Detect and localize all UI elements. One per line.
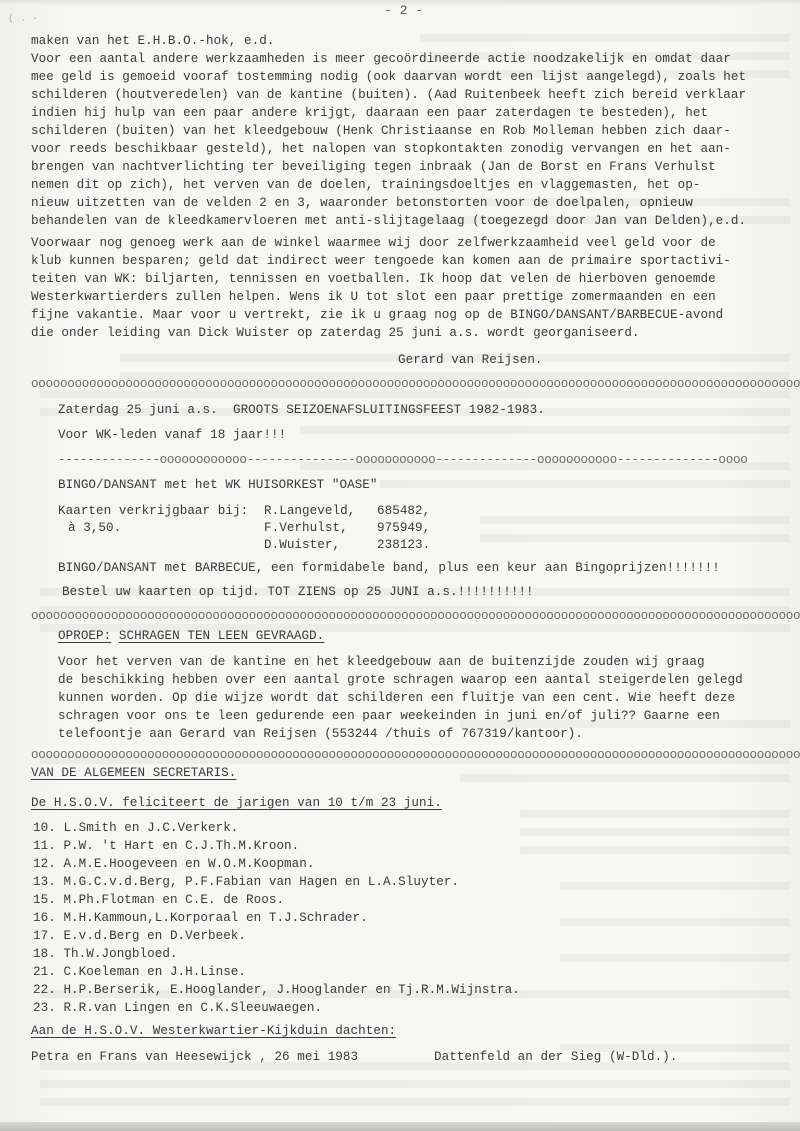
birthday-item (33, 875, 459, 890)
birthday-day: 21. (33, 965, 56, 979)
paper-bottom-edge (0, 1122, 800, 1131)
closing-line: Westerkwartierders zullen helpen. Wens ik U tot slot een paar prettige zomermaanden en een (31, 290, 716, 304)
separator-mixed-row: --------------oooooooooooo---------------ooooooooooo--------------ooooooooooo--------------oooo (58, 453, 748, 467)
birthday-day: 16. (33, 911, 56, 925)
oproep-line: telefoontje aan Gerard van Reijsen (553244 /thuis of 767319/kantoor). (58, 727, 583, 741)
birthday-names: M.Ph.Flotman en C.E. de Roos. (63, 893, 285, 907)
birthday-item (33, 929, 246, 944)
intro-line: indien hij hulp van een paar andere krijgt, daaraan een paar zaterdagen te besteden), het (31, 106, 709, 120)
birthday-item (33, 893, 284, 908)
oproep-title: SCHRAGEN TEN LEEN GEVRAAGD. (118, 629, 325, 643)
page-number: - 2 - (384, 3, 424, 18)
birthday-item (33, 911, 368, 926)
seller-phone: 238123. (377, 538, 431, 552)
event-age-note: Voor WK-leden vanaf 18 jaar!!! (58, 428, 287, 442)
oproep-line: de beschikking hebben over een aantal grote schragen waarop een aantal steigerdelen gelegd (58, 673, 743, 687)
closing-line: klub kunnen besparen; geld dat indirect weer tengoede kan komen aan de primaire sportactivi- (31, 254, 731, 268)
birthday-day: 23. (33, 1001, 56, 1015)
birthday-item (33, 983, 520, 998)
oproep-line: kunnen worden. Op die wijze wordt dat schilderen een fluitje van een cent. Wie heeft deze (58, 691, 736, 705)
birthday-names: M.G.C.v.d.Berg, P.F.Fabian van Hagen en L.A.Sluyter. (63, 875, 460, 889)
seller-name: D.Wuister, (264, 538, 356, 552)
separator-o-row: oooooooooooooooooooooooooooooooooooooooooooooooooooooooooooooooooooooooooooooooooooooooooooooooooooooooooo (31, 377, 800, 391)
birthday-day: 10. (33, 821, 56, 835)
birthday-day: 12. (33, 857, 56, 871)
birthday-names: H.P.Berserik, E.Hooglander, J.Hooglander en Tj.R.M.Wijnstra. (63, 983, 520, 997)
birthday-names: L.Smith en J.C.Verkerk. (63, 821, 239, 835)
birthday-day: 18. (33, 947, 56, 961)
intro-line: maken van het E.H.B.O.-hok, e.d. (31, 34, 275, 48)
intro-line: schilderen (houtveredelen) van de kantine (buiten). (Aad Ruitenbeek heeft zich bereid verklaar (31, 88, 747, 102)
birthday-day: 15. (33, 893, 56, 907)
birthday-names: Th.W.Jongbloed. (63, 947, 178, 961)
signature: Gerard van Reijsen. (398, 353, 543, 367)
birthday-names: C.Koeleman en J.H.Linse. (63, 965, 247, 979)
dachten-from: Petra en Frans van Heesewijck , 26 mei 1983 (31, 1050, 359, 1064)
event-title: Zaterdag 25 juni a.s. GROOTS SEIZOENAFSLUITINGSFEEST 1982-1983. (58, 403, 545, 417)
birthday-names: M.H.Kammoun,L.Korporaal en T.J.Schrader. (63, 911, 368, 925)
birthday-day: 22. (33, 983, 56, 997)
birthday-item (33, 821, 238, 836)
dachten-place: Dattenfeld an der Sieg (W-Dld.). (434, 1050, 678, 1064)
birthday-day: 17. (33, 929, 56, 943)
bingo-barbecue-line: BINGO/DANSANT met BARBECUE, een formidabele band, plus een keur aan Bingoprijzen!!!!!!! (58, 561, 720, 575)
intro-line: voor reeds beschikbaar gesteld), het nalopen van stopkontakten zonodig vervangen en het aan- (31, 142, 731, 156)
corner-mark: ( . - (8, 14, 39, 25)
birthday-item (33, 965, 246, 980)
birthday-item (33, 947, 178, 962)
ticket-price: à 3,50. (68, 521, 122, 535)
closing-line: die onder leiding van Dick Wuister op zaterdag 25 juni a.s. wordt georganiseerd. (31, 326, 640, 340)
closing-line: Voorwaar nog genoeg werk aan de winkel waarmee wij door zelfwerkzaamheid veel geld voor de (31, 236, 716, 250)
separator-o-row: oooooooooooooooooooooooooooooooooooooooooooooooooooooooooooooooooooooooooooooooooooooooooooooooooooooooooo (31, 748, 800, 762)
felicitatie-heading: De H.S.O.V. feliciteert de jarigen van 10 t/m 23 juni. (31, 796, 442, 810)
birthday-day: 13. (33, 875, 56, 889)
oproep-line: schragen voor ons te leen gedurende een paar weekeinden in juni en/of juli?? Gaarne een (58, 709, 720, 723)
birthday-item (33, 1001, 322, 1016)
seller-name: F.Verhulst, (264, 521, 356, 535)
seller-phone: 975949, (377, 521, 431, 535)
intro-line: behandelen van de kleedkamervloeren met anti-slijtagelaag (toegezegd door Jan van Delden),e.d. (31, 214, 747, 228)
intro-line: nemen dit op zich), het verven van de doelen, trainingsdoeltjes en vlaggemasten, het op- (31, 178, 701, 192)
bingo-orkest-line: BINGO/DANSANT met het WK HUISORKEST "OASE" (58, 478, 378, 492)
intro-line: brengen van nachtverlichting ter beveiliging tegen inbraak (Jan de Borst en Frans Verhulst (31, 160, 716, 174)
birthday-names: P.W. 't Hart en C.J.Th.M.Kroon. (63, 839, 300, 853)
order-tickets-line: Bestel uw kaarten op tijd. TOT ZIENS op 25 JUNI a.s.!!!!!!!!!! (62, 585, 534, 599)
dachten-heading: Aan de H.S.O.V. Westerkwartier-Kijkduin dachten: (31, 1024, 397, 1038)
oproep-line: Voor het verven van de kantine en het kleedgebouw aan de buitenzijde zouden wij graag (58, 655, 705, 669)
birthday-names: R.R.van Lingen en C.K.Sleeuwaegen. (63, 1001, 323, 1015)
intro-line: nieuw uitzetten van de velden 2 en 3, waaronder betonstorten voor de doelpalen, opnieuw (31, 196, 693, 210)
closing-line: teiten van WK: biljarten, tennissen en voetballen. Ik hoop dat velen de hierboven genoemde (31, 272, 716, 286)
intro-line: schilderen (buiten) van het kleedgebouw (Henk Christiaanse en Rob Molleman hebben zich daar- (31, 124, 731, 138)
secretaris-heading: VAN DE ALGEMEEN SECRETARIS. (31, 766, 237, 780)
birthday-day: 11. (33, 839, 56, 853)
oproep-label: OPROEP: (58, 629, 112, 643)
intro-line: mee geld is gemoeid vooraf tostemming nodig (ook daarvan wordt een lijst aangelegd), zoals het (31, 70, 747, 84)
separator-o-row: oooooooooooooooooooooooooooooooooooooooooooooooooooooooooooooooooooooooooooooooooooooooooooooooooooooooooo (31, 609, 800, 623)
birthday-item (33, 839, 299, 854)
seller-name: R.Langeveld, (264, 504, 356, 518)
tickets-label: Kaarten verkrijgbaar bij: (58, 504, 249, 518)
intro-line: Voor een aantal andere werkzaamheden is meer gecoördineerde actie noodzakelijk en omdat daar (31, 52, 731, 66)
birthday-names: A.M.E.Hoogeveen en W.O.M.Koopman. (63, 857, 315, 871)
birthday-item (33, 857, 314, 872)
seller-phone: 685482, (377, 504, 431, 518)
birthday-names: E.v.d.Berg en D.Verbeek. (63, 929, 247, 943)
oproep-heading (58, 629, 324, 644)
closing-line: fijne vakantie. Maar voor u vertrekt, zie ik u graag nog op de BINGO/DANSANT/BARBECUE-avond (31, 308, 724, 322)
